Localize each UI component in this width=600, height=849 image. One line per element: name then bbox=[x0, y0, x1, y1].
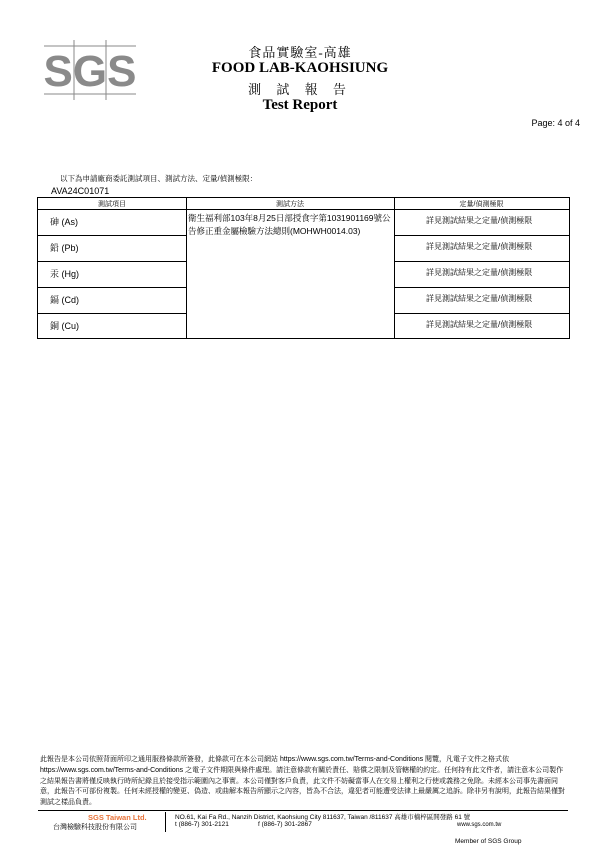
company-name-en: SGS Taiwan Ltd. bbox=[88, 813, 147, 822]
row-divider bbox=[394, 235, 569, 236]
column-divider bbox=[394, 198, 395, 338]
report-title-en: Test Report bbox=[262, 97, 338, 113]
row-divider bbox=[394, 287, 569, 288]
header-limit: 定量/偵測極限 bbox=[459, 201, 504, 208]
report-title-cn: 測 試 報 告 bbox=[248, 82, 352, 97]
test-item-as: 砷 (As) bbox=[50, 217, 78, 227]
disclaimer-text: 此報告是本公司依照背面所印之通用服務條款所簽發，此條款可在本公司網站 https://www.sgs.com.tw/Terms-and-Conditions 閱覽，凡電子文件之格式依https://www.sgs.com.tw/Terms-and-Conditions 之電子文件期限與條件處理。請注意條款有關於責任、賠償之限制及管轄權的約定。任何持有此文件者，請注意本公司製作之結果報告書將僅反映執行時所紀錄且於接受指示範圍內之事實。本公司僅對客戶負責，此文件不妨礙當事人在交易上權利之行使或義務之免除。未經本公司事先書面同意，此報告不可部份複製。任何未經授權的變更、偽造、或曲解本報告所顯示之內容，皆為不合法，違犯者可能遭受法律上最嚴厲之追訴。除非另有說明，此報告結果僅對測試之樣品負責。 bbox=[40, 756, 565, 807]
intro-text: 以下為申請廠商委託測試項目、測試方法、定量/偵測極限： bbox=[60, 174, 258, 183]
report-reference: AVA24C01071 bbox=[51, 186, 110, 196]
company-website: www.sgs.com.tw bbox=[457, 822, 502, 828]
company-fax: f (886-7) 301-2867 bbox=[258, 821, 312, 828]
header-divider bbox=[38, 209, 569, 210]
row-divider bbox=[394, 261, 569, 262]
limit-cu: 詳見測試結果之定量/偵測極限 bbox=[426, 320, 533, 329]
lab-name-en: FOOD LAB-KAOHSIUNG bbox=[211, 60, 389, 76]
test-method-table bbox=[37, 197, 570, 339]
header-test-item: 測試項目 bbox=[98, 201, 126, 208]
sgs-logo-text: SGS bbox=[43, 47, 137, 96]
limit-pb: 詳見測試結果之定量/偵測極限 bbox=[426, 242, 533, 251]
member-of-group: Member of SGS Group bbox=[455, 838, 522, 845]
footer-divider bbox=[38, 810, 568, 811]
test-item-pb: 鉛 (Pb) bbox=[50, 243, 79, 253]
page-number: Page: 4 of 4 bbox=[531, 118, 580, 128]
lab-name-cn: 食品實驗室-高雄 bbox=[248, 45, 352, 60]
company-address: NO.61, Kai Fa Rd., Nanzih District, Kaohsiung City 811637, Taiwan /811637 高雄市楠梓區開發路 61 號 bbox=[175, 814, 471, 821]
footer-separator bbox=[165, 812, 166, 832]
row-divider bbox=[394, 313, 569, 314]
row-divider bbox=[38, 235, 186, 236]
company-phone: t (886-7) 301-2121 bbox=[175, 821, 229, 828]
row-divider bbox=[38, 287, 186, 288]
test-item-hg: 汞 (Hg) bbox=[50, 269, 79, 279]
test-item-cu: 銅 (Cu) bbox=[50, 321, 79, 331]
limit-as: 詳見測試結果之定量/偵測極限 bbox=[426, 216, 533, 225]
header-test-method: 測試方法 bbox=[276, 201, 304, 208]
row-divider bbox=[38, 313, 186, 314]
column-divider bbox=[186, 198, 187, 338]
limit-hg: 詳見測試結果之定量/偵測極限 bbox=[426, 268, 533, 277]
test-item-cd: 鎘 (Cd) bbox=[50, 295, 79, 305]
limit-cd: 詳見測試結果之定量/偵測極限 bbox=[426, 294, 533, 303]
test-method-text: 衛生福利部103年8月25日部授食字第1031901169號公告修正重金屬檢驗方法總則(MOHWH0014.03) bbox=[188, 213, 391, 236]
company-name-cn: 台灣檢驗科技股份有限公司 bbox=[53, 824, 137, 831]
row-divider bbox=[38, 261, 186, 262]
